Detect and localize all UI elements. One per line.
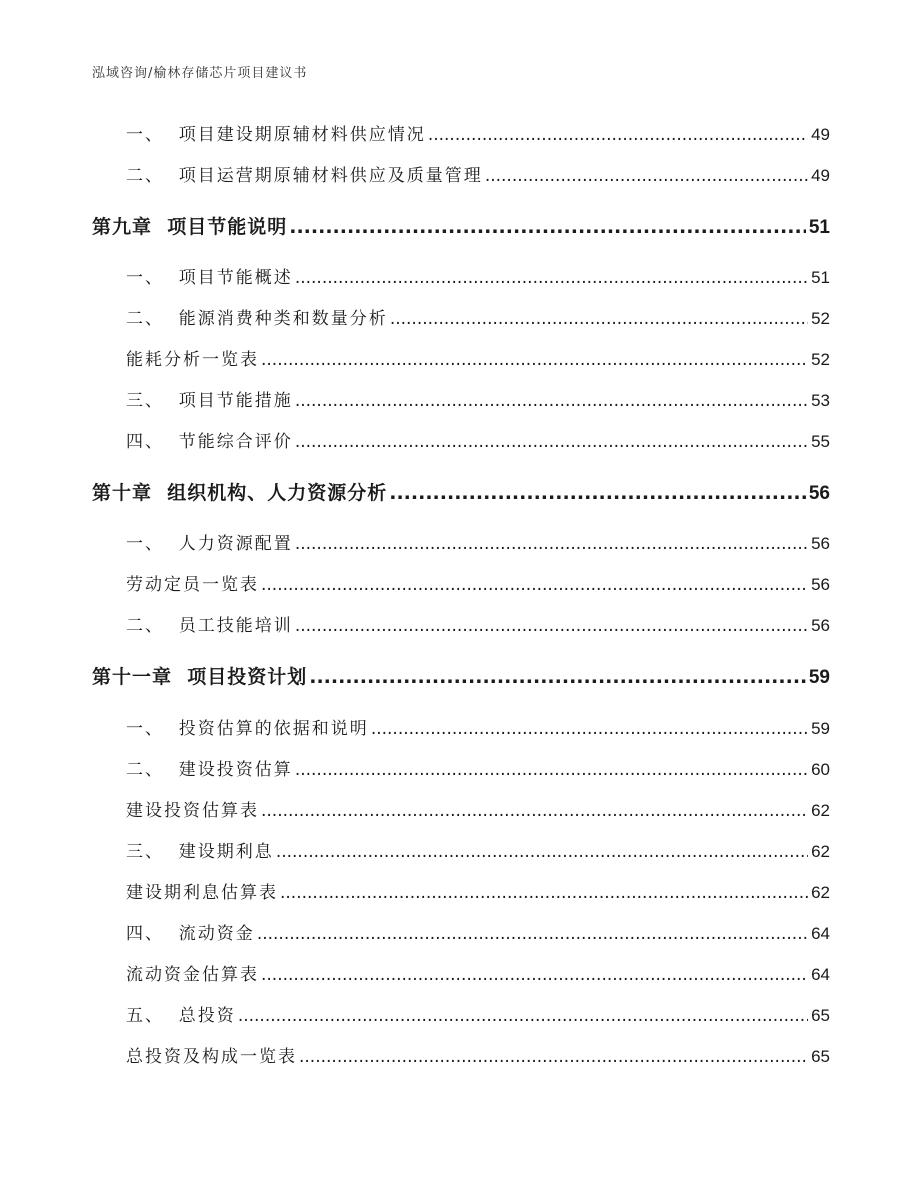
- toc-dot-leader: [295, 388, 808, 414]
- toc-entry[interactable]: [92, 214, 830, 240]
- toc-entry-page-number: 59: [808, 667, 830, 688]
- toc-entry-page-number: 49: [811, 166, 830, 185]
- toc-entry[interactable]: [126, 613, 830, 639]
- toc-entry-title: 二、 员工技能培训: [126, 616, 293, 636]
- toc-entry[interactable]: [126, 122, 830, 148]
- toc-dot-leader: [390, 306, 808, 332]
- toc-entry-title: 建设期利息估算表: [126, 883, 278, 903]
- toc-entry[interactable]: [126, 757, 830, 783]
- toc-entry-title: 四、 节能综合评价: [126, 432, 293, 452]
- toc-dot-leader: [485, 163, 808, 189]
- toc-entry-title: 五、 总投资: [126, 1006, 236, 1026]
- toc-entry[interactable]: [92, 480, 830, 506]
- toc-dot-leader: [295, 531, 808, 557]
- toc-entry-page-number: 56: [811, 616, 830, 635]
- toc-dot-leader: [261, 798, 808, 824]
- toc-entry[interactable]: [126, 921, 830, 947]
- toc-entry-page-number: 56: [811, 534, 830, 553]
- toc-entry-title: 劳动定员一览表: [126, 575, 259, 595]
- toc-entry[interactable]: [92, 664, 830, 690]
- toc-entry[interactable]: [126, 347, 830, 373]
- toc-entry-title: 二、 建设投资估算: [126, 760, 293, 780]
- toc-entry[interactable]: [126, 962, 830, 988]
- toc-entry-title: 一、 项目节能概述: [126, 268, 293, 288]
- toc-dot-leader: [257, 921, 808, 947]
- toc-entry-title: 建设投资估算表: [126, 801, 259, 821]
- toc-dot-leader: [261, 347, 808, 373]
- toc-entry[interactable]: [126, 839, 830, 865]
- toc-dot-leader: [238, 1003, 808, 1029]
- toc-entry-page-number: 52: [811, 309, 830, 328]
- toc-entry-title: 一、 项目建设期原辅材料供应情况: [126, 125, 426, 145]
- toc-entry-page-number: 59: [811, 719, 830, 738]
- toc-entry-page-number: 52: [811, 350, 830, 369]
- toc-entry[interactable]: [126, 716, 830, 742]
- toc-dot-leader: [389, 480, 806, 506]
- toc-entry[interactable]: [126, 306, 830, 332]
- toc-dot-leader: [309, 664, 806, 690]
- toc-dot-leader: [261, 572, 808, 598]
- toc-entry-page-number: 62: [811, 801, 830, 820]
- toc-entry[interactable]: [126, 265, 830, 291]
- toc-entry[interactable]: [126, 572, 830, 598]
- toc-entry-title: 第十一章 项目投资计划: [92, 666, 308, 688]
- toc-dot-leader: [289, 214, 806, 240]
- toc-entry[interactable]: [126, 429, 830, 455]
- toc-entry-page-number: 64: [811, 965, 830, 984]
- toc-dot-leader: [428, 122, 808, 148]
- toc-dot-leader: [371, 716, 808, 742]
- toc-entry-title: 第十章 组织机构、人力资源分析: [92, 482, 388, 504]
- toc-dot-leader: [276, 839, 808, 865]
- toc-entry-page-number: 62: [811, 842, 830, 861]
- toc-dot-leader: [261, 962, 808, 988]
- toc-entry-page-number: 65: [811, 1047, 830, 1066]
- toc-dot-leader: [295, 429, 808, 455]
- toc-entry-page-number: 56: [811, 575, 830, 594]
- toc-entry-page-number: 56: [808, 483, 830, 504]
- toc-dot-leader: [295, 265, 808, 291]
- toc-entry-page-number: 62: [811, 883, 830, 902]
- toc-entry-page-number: 51: [811, 268, 830, 287]
- toc-entry[interactable]: [126, 163, 830, 189]
- toc-entry-title: 一、 投资估算的依据和说明: [126, 719, 369, 739]
- page-header: 泓域咨询/榆林存储芯片项目建议书: [92, 66, 308, 81]
- toc-entry-title: 能耗分析一览表: [126, 350, 259, 370]
- toc-entry[interactable]: [126, 880, 830, 906]
- toc-entry-title: 总投资及构成一览表: [126, 1047, 297, 1067]
- toc-dot-leader: [295, 613, 808, 639]
- toc-entry[interactable]: [126, 388, 830, 414]
- toc-entry-title: 流动资金估算表: [126, 965, 259, 985]
- toc-entry-title: 三、 建设期利息: [126, 842, 274, 862]
- toc-entry[interactable]: [126, 1044, 830, 1070]
- toc-entry-title: 第九章 项目节能说明: [92, 216, 288, 238]
- toc-entry-title: 一、 人力资源配置: [126, 534, 293, 554]
- toc-entry-page-number: 55: [811, 432, 830, 451]
- toc-entry-title: 二、 能源消费种类和数量分析: [126, 309, 388, 329]
- toc-entry-page-number: 60: [811, 760, 830, 779]
- toc-dot-leader: [299, 1044, 808, 1070]
- toc-entry-title: 二、 项目运营期原辅材料供应及质量管理: [126, 166, 483, 186]
- toc-entry-page-number: 49: [811, 125, 830, 144]
- toc-entry-page-number: 51: [808, 217, 830, 238]
- toc-dot-leader: [280, 880, 808, 906]
- toc-entry-title: 三、 项目节能措施: [126, 391, 293, 411]
- toc-entry-page-number: 65: [811, 1006, 830, 1025]
- toc-entry[interactable]: [126, 531, 830, 557]
- toc-entry-page-number: 64: [811, 924, 830, 943]
- toc-entry-title: 四、 流动资金: [126, 924, 255, 944]
- toc-entry[interactable]: [126, 1003, 830, 1029]
- toc-entry-page-number: 53: [811, 391, 830, 410]
- toc-entry[interactable]: [126, 798, 830, 824]
- toc-dot-leader: [295, 757, 808, 783]
